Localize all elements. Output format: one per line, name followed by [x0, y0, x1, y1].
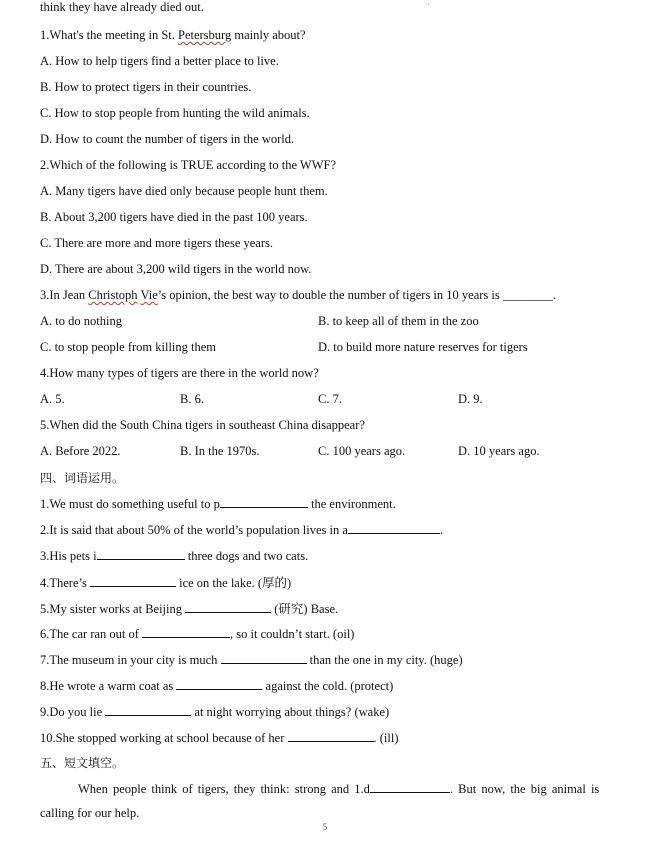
q1-stem [40, 28, 306, 43]
item-text: 5.My sister works at Beijing [40, 602, 186, 616]
item-text: 2.It is said that about 50% of the world’s population lives in a [40, 523, 348, 537]
q1-option-a: A. How to help tigers find a better place to live. [40, 54, 279, 68]
q5-option-d: D. 10 years ago. [458, 444, 540, 458]
q1-stem-text-end: mainly about? [231, 28, 306, 42]
answer-blank[interactable] [220, 495, 308, 508]
item-text: 10.She stopped working at school because of her [40, 731, 288, 745]
q3-stem-marked-word-2: Vie [140, 288, 158, 302]
item-text-end: . [439, 523, 444, 537]
item-text: 4.There’s [40, 576, 90, 590]
q4-option-d: D. 9. [458, 392, 483, 406]
item-text-end: three dogs and two cats. [184, 549, 309, 563]
passage-text-end: . But now, the big animal is [449, 782, 600, 796]
item-text-end: the environment. [307, 497, 396, 511]
item-text: 1.We must do something useful to p [40, 497, 220, 511]
word-use-item-5 [40, 599, 338, 617]
item-text-end: at night worrying about things? (wake) [191, 705, 390, 719]
q2-option-a: A. Many tigers have died only because people hunt them. [40, 184, 328, 198]
passage-text: When people think of tigers, they think: strong and 1.d [78, 782, 370, 796]
q2-option-d: D. There are about 3,200 wild tigers in the world now. [40, 262, 312, 276]
q1-option-d: D. How to count the number of tigers in the world. [40, 132, 295, 146]
passage-line-2: calling for our help. [40, 806, 140, 820]
q5-stem: 5.When did the South China tigers in southeast China disappear? [40, 418, 365, 432]
item-text: 7.The museum in your city is much [40, 653, 221, 667]
top-line: think they have already died out. [40, 0, 204, 14]
item-text-end: . (ill) [373, 731, 399, 745]
word-use-item-6 [40, 625, 354, 642]
passage-line-1 [78, 780, 599, 797]
q3-stem-text: 3.In Jean [40, 288, 89, 302]
section-5-title: 五、短文填空。 [40, 756, 125, 770]
word-use-item-2 [40, 521, 443, 538]
answer-blank[interactable] [348, 521, 440, 534]
q4-option-a: A. 5. [40, 392, 65, 406]
answer-blank[interactable] [370, 780, 450, 793]
answer-blank[interactable] [90, 574, 176, 587]
q3-option-c: C. to stop people from killing them [40, 340, 217, 354]
page-number: 5 [322, 822, 328, 832]
q5-option-b: B. In the 1970s. [180, 444, 260, 458]
answer-blank[interactable] [97, 547, 185, 560]
q1-stem-marked-word: Petersburg [178, 28, 232, 42]
item-text: 8.He wrote a warm coat as [40, 679, 177, 693]
answer-blank[interactable] [288, 729, 374, 742]
word-use-item-9 [40, 703, 389, 720]
item-text-end: against the cold. (protect) [262, 679, 394, 693]
word-use-item-3 [40, 547, 308, 564]
word-use-item-7 [40, 651, 463, 668]
q3-option-a: A. to do nothing [40, 314, 122, 328]
item-text-end: than the one in my city. (huge) [306, 653, 463, 667]
q4-option-c: C. 7. [318, 392, 342, 406]
q3-stem-marked-word-1: Christoph [88, 288, 138, 302]
item-text-end: (研究) Base. [271, 602, 339, 616]
item-text-end: , so it couldn’t start. (oil) [230, 627, 355, 641]
word-use-item-4 [40, 573, 291, 591]
answer-blank[interactable] [185, 600, 271, 613]
q3-option-b: B. to keep all of them in the zoo [318, 314, 479, 328]
q3-option-d: D. to build more nature reserves for tigers [318, 340, 528, 354]
q3-stem [40, 288, 556, 303]
item-text-end: ice on the lake. (厚的) [175, 576, 292, 590]
answer-blank[interactable] [142, 625, 230, 638]
section-4-title: 四、词语运用。 [40, 471, 125, 485]
q4-stem: 4.How many types of tigers are there in the world now? [40, 366, 319, 380]
q2-option-c: C. There are more and more tigers these years. [40, 236, 274, 250]
answer-blank[interactable] [176, 677, 262, 690]
word-use-item-10 [40, 729, 399, 746]
q4-option-b: B. 6. [180, 392, 204, 406]
answer-blank[interactable] [105, 703, 191, 716]
q2-option-b: B. About 3,200 tigers have died in the past 100 years. [40, 210, 308, 224]
q3-stem-text-end: ’s opinion, the best way to double the number of tigers in 10 years is ________. [157, 288, 556, 302]
word-use-item-1 [40, 495, 396, 512]
word-use-item-8 [40, 677, 393, 694]
scan-dot [428, 4, 429, 5]
item-text: 3.His pets i [40, 549, 97, 563]
item-text: 6.The car ran out of [40, 627, 143, 641]
item-text: 9.Do you lie [40, 705, 106, 719]
q5-option-c: C. 100 years ago. [318, 444, 406, 458]
q5-option-a: A. Before 2022. [40, 444, 121, 458]
q1-option-b: B. How to protect tigers in their countries. [40, 80, 252, 94]
q1-option-c: C. How to stop people from hunting the wild animals. [40, 106, 310, 120]
q2-stem: 2.Which of the following is TRUE according to the WWF? [40, 158, 337, 172]
q1-stem-text: 1.What's the meeting in St. [40, 28, 178, 42]
answer-blank[interactable] [221, 651, 307, 664]
